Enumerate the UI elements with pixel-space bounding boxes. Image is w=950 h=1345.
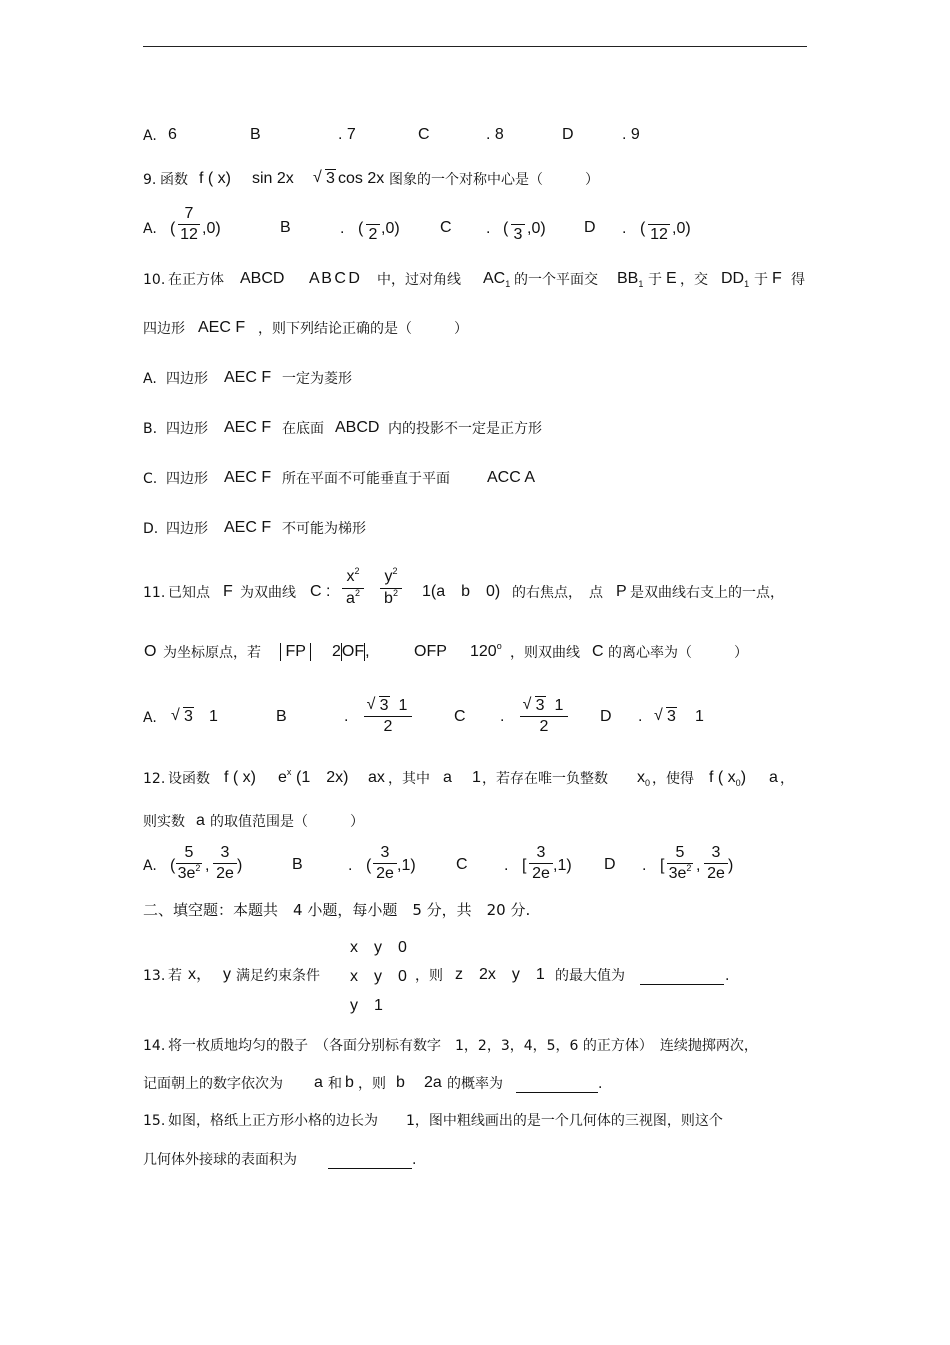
q12-option-a-frac2 [213,844,237,883]
q12-mid2: ，若存在唯一负整数 [482,771,608,787]
q11-fp: FP [285,643,306,661]
q11-a-text: a [346,590,355,607]
q12-option-a-frac1-num: 5 [184,844,194,861]
q12-option-a-comma: , [205,857,210,874]
q11-of-abs [332,643,370,661]
q11-comma: , [365,643,370,661]
q10-option-d-prefix: 四边形 [166,521,208,537]
q12-a: a [443,769,452,786]
q10-f: F [772,270,782,287]
q12-option-c-tail: ,1) [553,857,572,874]
q10-dd1-text: DD [721,270,745,287]
q8-option-d-label: D [562,126,574,143]
q12-paren: (1 2x) [296,769,349,786]
q12-mid3: ，使得 [652,771,694,787]
q10-ac1 [483,270,510,289]
q11-option-c-three: 3 [535,697,545,714]
q11-number: 11. [143,585,166,601]
q11-x-fraction [342,568,364,609]
q10-option-c-prefix: 四边形 [166,471,208,487]
q11-c2: C [592,643,604,660]
q10-line2-suffix: ，则下列结论正确的是（ ） [258,321,468,337]
q12-option-a-frac1 [176,844,202,884]
q11-option-b-one: 1 [398,697,408,714]
q11-option-b-three: 3 [379,697,389,714]
q8-option-b-label: B [250,126,261,143]
q10-bb1-sub: 1 [638,279,644,289]
q10-line2-aec1f: AEC F [198,319,246,336]
q13-y: y [223,966,231,983]
q9-option-a-open: ( [170,220,176,237]
q12-line2-suffix: 的取值范围是（ ） [210,814,364,830]
q12-option-b-den: 2e [376,865,394,882]
q9-option-a-label: A. [143,221,157,237]
q10-option-d-aec1f: AEC F [224,519,272,536]
q12-a2: a [769,769,778,786]
q11-option-d-three: 3 [667,708,676,725]
q11-option-a-three: 3 [184,708,193,725]
q12-option-d-label: D [604,856,616,873]
q12-number: 12. [143,771,166,787]
q12-fx0-close: ) [740,769,747,786]
q11-a2 [342,590,364,609]
q11-y-text: y [384,568,393,585]
q11-option-b-fraction [364,697,412,736]
q12-option-b-open: ( [366,857,372,874]
q12-option-b-dot: . [348,857,353,874]
q11-option-b-denominator: 2 [383,718,393,735]
q11-mid: 为双曲线 [240,585,296,601]
q12-e: e [278,769,287,786]
q11-angle [470,643,502,662]
q9-option-c-label: C [440,219,452,236]
q13-constraint-2: x y 0 [350,968,407,985]
q12-fx0-text: f ( x [709,769,736,786]
q11-y2 [380,568,402,587]
q12-option-c-frac [529,844,553,883]
q9-option-a-fraction [178,205,200,244]
q10-option-a-aec1f: AEC F [224,369,272,386]
q10-option-d-suffix: 不可能为梯形 [282,521,366,537]
q15-number: 15. [143,1113,166,1129]
q9-option-a-numerator: 7 [184,205,194,222]
q9-cos: cos 2x [338,170,385,187]
q11-line2-suffix: ，则双曲线 [510,645,580,661]
q11-option-a-label: A. [143,710,157,726]
q13-constraint-3: y 1 [350,997,383,1014]
q9-option-b-open: ( [358,220,364,237]
q10-option-d-label: D. [143,521,159,537]
q12-option-a-open: ( [170,857,176,874]
q11-x-text: x [346,568,355,585]
q12-option-b-tail: ,1) [397,857,416,874]
q13-answer-blank[interactable] [640,970,724,985]
q10-number: 10. [143,272,166,288]
q12-option-d-close: ) [728,857,734,874]
q9-option-c-open: ( [503,220,509,237]
q12-x0-sub: 0 [645,778,651,788]
q11-option-c-denominator: 2 [539,718,549,735]
q9-option-d-dot: . [622,220,627,237]
q15-line1: 如图，格纸上正方形小格的边长为 1，图中粗线画出的是一个几何体的三视图，则这个 [168,1113,723,1129]
q13-end: . [725,968,730,984]
q12-line2-a: a [196,812,205,829]
q10-option-b-mid: 在底面 [282,421,324,437]
q11-f: F [223,583,233,600]
q12-option-a-frac1-den [176,865,202,884]
q10-bb1-text: BB [617,270,639,287]
q12-x0 [637,769,650,788]
q15-line2: 几何体外接球的表面积为 [143,1152,297,1168]
q11-p: P [616,583,627,600]
q10-ac1-text: AC [483,270,506,287]
q10-option-a-suffix: 一定为菱形 [282,371,352,387]
q14-a: a [314,1074,323,1091]
q14-line1: 将一枚质地均匀的骰子 （各面分别标有数字 1，2，3，4，5，6 的正方体） 连续抛掷两次， [168,1038,758,1054]
q13-mid: 满足约束条件 [236,968,320,984]
q9-sin: sin 2x [252,170,294,187]
q12-option-a-close: ) [237,857,243,874]
q10-dd1-sub: 1 [744,279,750,289]
q10-yu2: 于 [754,272,768,288]
q14-end: . [598,1076,603,1092]
q10-line1-mid2: 的一个平面交 [514,272,598,288]
q11-option-c-dot: . [500,708,505,725]
q11-option-a-value: 1 [209,708,218,725]
q12-option-d-dot: . [642,857,647,874]
q12-line2-prefix: 则实数 [143,814,185,830]
q8-option-a-label: A. [143,128,157,144]
q9-option-d-denominator: 12 [650,226,668,243]
q13-objective: z 2x y 1 [455,966,545,983]
q11-a-sup: 2 [354,588,360,598]
q12-option-c-dot: . [504,857,509,874]
q9-option-b-fraction [366,205,380,244]
q10-option-c-mid: 所在平面不可能垂直于平面 [282,471,450,487]
q9-option-b-tail: ,0) [381,220,400,237]
q10-option-a-prefix: 四边形 [166,371,208,387]
q12-option-a-label: A. [143,858,157,874]
q11-ofp: OFP [414,643,447,660]
q11-angle-value: 120 [470,643,497,660]
q11-line2-text: 为坐标原点，若 [163,645,261,661]
q14-number: 14. [143,1038,166,1054]
q12-e-sup: x [286,767,292,777]
section-2-heading: 二、填空题：本题共 4 小题，每小题 5 分，共 20 分. [143,901,531,919]
q12-option-a-3e: 3e [177,865,196,882]
q9-option-a-tail: ,0) [202,220,221,237]
q12-option-b-num: 3 [380,844,390,861]
q9-option-b-denominator: 2 [368,226,378,243]
q12-option-b-frac [373,844,397,883]
q10-line2-prefix: 四边形 [143,321,185,337]
q10-option-b-abcd: ABCD [335,419,380,436]
q8-option-a-value: 6 [168,126,177,143]
q14-and: 和 [328,1076,342,1092]
q10-jiao: ，交 [680,272,708,288]
q11-condition: 1(a b 0) [422,583,501,600]
q12-option-d-3e: 3e [668,865,687,882]
q10-option-c-acc1a1: ACC A [487,469,536,486]
q9-number: 9. [143,172,157,188]
q10-option-a-label: A. [143,371,157,387]
q11-two: 2 [332,643,341,661]
q9-option-b-dot: . [340,220,345,237]
q12-option-d-frac1-den [667,865,693,884]
q8-option-b-value: . 7 [338,126,356,143]
q11-option-a-sqrt [173,708,194,726]
q14-b2: b [396,1074,405,1091]
q12-option-a-frac2-num: 3 [220,844,230,861]
q11-prefix: 已知点 [168,585,210,601]
q9-sqrt-value: 3 [326,170,335,187]
q9-function: f ( x) [199,170,231,187]
q9-prefix: 函数 [160,172,188,188]
q13-post: ，则 [415,968,443,984]
q12-exp [278,769,291,788]
q11-option-b-numerator [364,697,412,715]
q14-rel: 2a [424,1074,442,1091]
q12-comma: ， [780,771,794,787]
q9-option-b-label: B [280,219,291,236]
q9-option-c-fraction [511,205,525,244]
q10-bb1 [617,270,643,289]
q13-post2: 的最大值为 [555,968,625,984]
q10-option-b-suffix: 内的投影不一定是正方形 [388,421,542,437]
q11-option-c-label: C [454,708,466,725]
q8-option-c-value: . 8 [486,126,504,143]
q11-option-b-dot: . [344,708,349,725]
q10-ac1-sub: 1 [505,279,511,289]
q9-option-c-tail: ,0) [527,220,546,237]
q11-fp-abs [280,643,311,661]
q12-option-d-frac2-den: 2e [707,865,725,882]
q11-x2 [342,568,364,587]
q11-option-d-sqrt [656,708,677,726]
q10-option-b-prefix: 四边形 [166,421,208,437]
q14-line2-prefix: 记面朝上的数字依次为 [143,1076,283,1092]
q9-option-d-open: ( [640,220,646,237]
q11-suffix2: 是双曲线右支上的一点， [630,585,784,601]
q10-de: 得 [791,272,805,288]
q10-e: E [666,270,677,287]
q11-x-sup: 2 [354,566,360,576]
q12-option-c-den: 2e [532,865,550,882]
q11-option-b-label: B [276,708,287,725]
q9-option-a-denominator: 12 [180,226,198,243]
q11-y-sup: 2 [392,566,398,576]
q11-o: O [144,643,157,660]
q12-option-a-frac2-den: 2e [216,865,234,882]
q14-line2-suffix: 的概率为 [447,1076,503,1092]
q12-option-d-frac2 [704,844,728,883]
q9-option-c-denominator: 3 [513,226,523,243]
q15-end: . [412,1152,417,1168]
q12-prefix: 设函数 [168,771,210,787]
q12-fx: f ( x) [224,769,256,786]
q12-fx0 [709,769,746,788]
q13-constraint-1: x y 0 [350,939,407,956]
q12-option-d-open: [ [660,857,665,874]
q8-option-c-label: C [418,126,430,143]
q10-line1-prefix: 在正方体 [168,272,224,288]
q11-option-c-fraction [520,697,568,736]
q12-option-c-num: 3 [536,844,546,861]
header-rule [143,46,807,47]
q13-number: 13. [143,968,166,984]
q10-option-b-label: B. [143,421,158,437]
q10-option-b-aec1f: AEC F [224,419,272,436]
q14-answer-blank[interactable] [516,1078,598,1093]
q11-of: OF [341,643,365,661]
q12-option-b-label: B [292,856,303,873]
q12-option-d-comma: , [696,857,701,874]
q9-option-c-dot: . [486,220,491,237]
q13-prefix: 若 [168,968,182,984]
q12-option-c-open: [ [522,857,527,874]
q11-b2 [380,590,402,609]
q12-fx0-sub: 0 [735,778,741,788]
q11-y-fraction [380,568,402,609]
q12-option-a-sq: 2 [195,863,201,873]
q9-option-d-tail: ,0) [672,220,691,237]
q10-line1-mid: 中，过对角线 [377,272,461,288]
q11-degree-sign: o [496,641,502,651]
q8-option-d-value: . 9 [622,126,640,143]
q10-yu: 于 [648,272,662,288]
q11-option-d-value: 1 [695,708,704,725]
q12-option-d-frac2-num: 3 [711,844,721,861]
q12-option-d-frac1 [667,844,693,884]
q12-option-d-frac1-num: 5 [675,844,685,861]
q9-option-d-label: D [584,219,596,236]
q10-option-c-label: C. [143,471,158,487]
q9-option-d-fraction [648,205,670,244]
q11-option-d-label: D [600,708,612,725]
q11-line2-end: 的离心率为（ ） [608,645,748,661]
q10-abcd: ABCD [240,270,285,287]
q10-a1b1c1d1: A B C D [309,270,359,287]
q10-option-c-aec1f: AEC F [224,469,272,486]
q14-line2-mid: ，则 [358,1076,386,1092]
q12-one: 1 [472,769,481,786]
q12-x0-text: x [637,769,645,786]
q11-c: C : [310,583,331,600]
q12-ax: ax [368,769,385,786]
q10-dd1 [721,270,749,289]
q11-suffix: 的右焦点， 点 [512,585,603,601]
q11-b-sup: 2 [392,588,398,598]
q9-suffix: 图象的一个对称中心是（ ） [389,172,599,188]
q14-b: b [345,1074,354,1091]
q12-mid: ，其中 [388,771,430,787]
q11-option-c-one: 1 [554,697,564,714]
q12-option-c-label: C [456,856,468,873]
q12-option-d-sq: 2 [686,863,692,873]
q11-b-text: b [384,590,393,607]
q11-option-d-dot: . [638,708,643,725]
q9-sqrt [315,170,336,188]
q11-option-c-numerator [520,697,568,715]
q15-answer-blank[interactable] [328,1154,412,1169]
q13-x: x， [188,966,213,983]
